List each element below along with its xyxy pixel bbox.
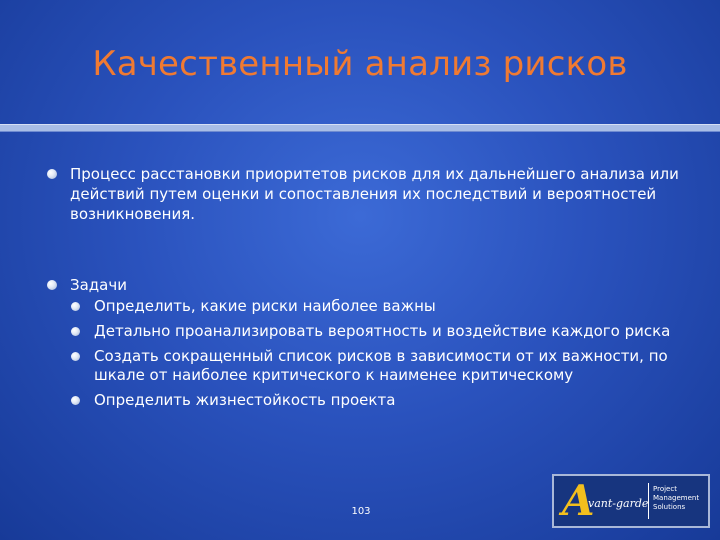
bullet-icon <box>47 169 57 179</box>
sub-bullet-item <box>71 391 687 410</box>
slide-content <box>47 164 687 416</box>
sub-bullet-text: Определить жизнестойкость проекта <box>94 391 396 409</box>
logo-divider <box>648 483 649 519</box>
bullet-text: Процесс расстановки приоритетов рисков для их дальнейшего анализа или действий путем оценки и сопоставления их последствий и вероятностей возникновения. <box>70 165 679 223</box>
sub-bullet-text: Детально проанализировать вероятность и воздействие каждого риска <box>94 322 671 340</box>
company-logo <box>552 474 710 528</box>
logo-name: vant-garde <box>588 497 649 510</box>
logo-tagline-line: Project <box>653 485 677 493</box>
logo-tagline <box>653 485 699 512</box>
logo-tagline-line: Management <box>653 494 700 502</box>
logo-letter: A <box>562 476 595 525</box>
bullet-item <box>47 164 687 224</box>
sub-bullet-item <box>71 297 687 316</box>
bullet-icon <box>71 327 80 336</box>
sub-bullet-text: Определить, какие риски наиболее важны <box>94 297 436 315</box>
bullet-icon <box>71 352 80 361</box>
sub-bullet-item <box>71 347 687 385</box>
bullet-item <box>47 275 687 295</box>
sub-bullet-text: Создать сокращенный список рисков в зависимости от их важности, по шкале от наиболее критического к наименее критическому <box>94 347 668 384</box>
bullet-icon <box>71 396 80 405</box>
bullet-icon <box>71 302 80 311</box>
slide-title: Качественный анализ рисков <box>92 44 628 84</box>
page-number: 103 <box>351 506 371 517</box>
logo-tagline-line: Solutions <box>653 503 686 511</box>
bullet-text: Задачи <box>70 276 127 294</box>
title-divider <box>0 124 720 132</box>
sub-bullet-list <box>71 297 687 410</box>
sub-bullet-item <box>71 322 687 341</box>
bullet-icon <box>47 280 57 290</box>
